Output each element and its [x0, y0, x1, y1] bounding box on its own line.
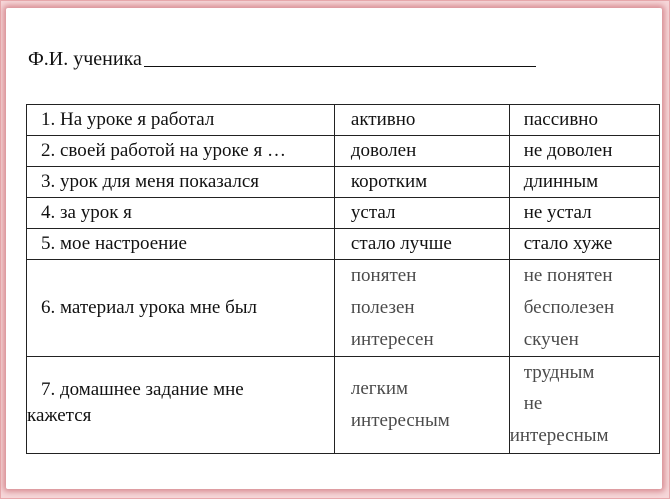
- worksheet: [6, 8, 662, 489]
- question-cell: [27, 357, 335, 454]
- student-name-blank: [144, 66, 536, 67]
- option-a-cell: коротким: [334, 167, 509, 198]
- option-b-cell: стало хуже: [509, 229, 659, 260]
- question-cell: 4. за урок я: [27, 198, 335, 229]
- option-b-item: интересным: [509, 425, 609, 446]
- option-b-cell: длинным: [509, 167, 659, 198]
- option-a-item: интересен: [350, 329, 434, 350]
- question-cell: 3. урок для меня показался: [27, 167, 335, 198]
- table-row: [27, 260, 660, 357]
- option-b-cell: не устал: [509, 198, 659, 229]
- reflection-table: [26, 104, 660, 454]
- option-a-item: полезен: [350, 297, 415, 318]
- table-row: [27, 167, 660, 198]
- table-row: [27, 136, 660, 167]
- option-b-cell: [509, 260, 659, 357]
- option-a-item: легким: [350, 378, 409, 399]
- question-cell: 1. На уроке я работал: [27, 105, 335, 136]
- option-a-cell: активно: [334, 105, 509, 136]
- table-row: [27, 198, 660, 229]
- option-a-cell: устал: [334, 198, 509, 229]
- option-b-item: трудным: [523, 362, 595, 383]
- question-cell: 6. материал урока мне был: [27, 260, 335, 357]
- question-line: кажется: [27, 405, 92, 426]
- option-a-item: понятен: [350, 265, 417, 286]
- question-cell: 5. мое настроение: [27, 229, 335, 260]
- table-row: [27, 357, 660, 454]
- option-a-cell: доволен: [334, 136, 509, 167]
- option-b-item: не: [523, 393, 543, 414]
- option-a-cell: [334, 357, 509, 454]
- option-b-item: бесполезен: [523, 297, 615, 318]
- option-b-cell: [509, 357, 659, 454]
- table-row: [27, 105, 660, 136]
- option-b-cell: не доволен: [509, 136, 659, 167]
- table-row: [27, 229, 660, 260]
- option-b-item: скучен: [523, 329, 579, 350]
- option-b-cell: пассивно: [509, 105, 659, 136]
- option-b-item: не понятен: [523, 265, 613, 286]
- option-a-cell: стало лучше: [334, 229, 509, 260]
- student-name-label: Ф.И. ученика: [28, 48, 142, 70]
- student-name-line: [28, 48, 536, 71]
- question-line: 7. домашнее задание мне: [41, 379, 244, 400]
- question-cell: 2. своей работой на уроке я …: [27, 136, 335, 167]
- option-a-cell: [334, 260, 509, 357]
- option-a-item: интересным: [350, 410, 450, 431]
